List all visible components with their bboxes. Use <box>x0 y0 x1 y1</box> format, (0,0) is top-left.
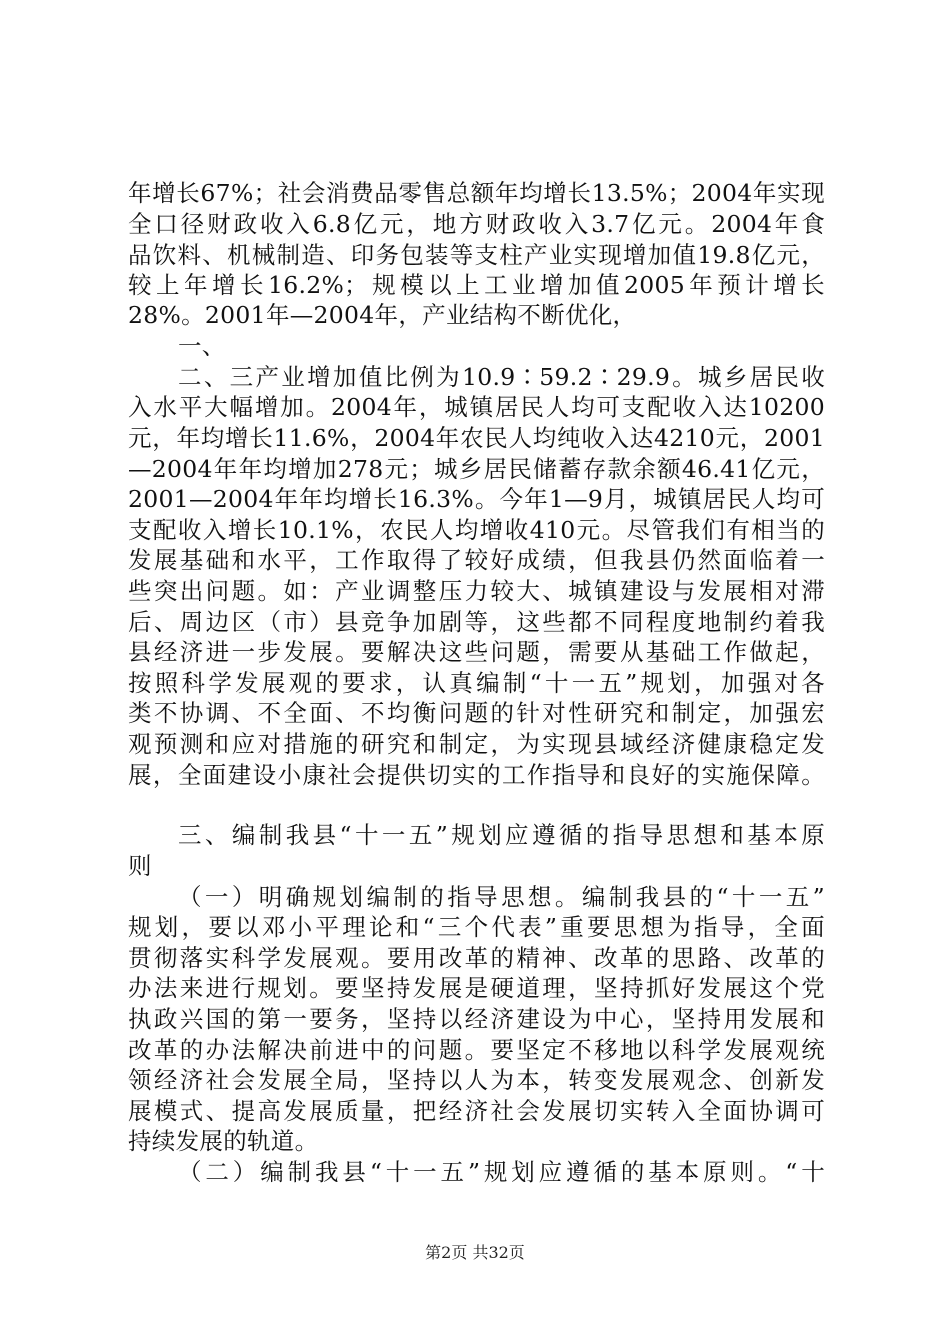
text-line: 全口径财政收入6.8亿元，地方财政收入3.7亿元。2004年食 <box>128 210 825 238</box>
text-line: 贯彻落实科学发展观。要用改革的精神、改革的思路、改革的 <box>128 944 825 972</box>
text-line: 改革的办法解决前进中的问题。要坚定不移地以科学发展观统 <box>128 1036 825 1064</box>
text-line: （二）编制我县“十一五”规划应遵循的基本原则。“十 <box>178 1158 825 1186</box>
page-number-footer: 第2页 共32页 <box>425 1243 525 1262</box>
text-line: 观预测和应对措施的研究和制定，为实现县域经济健康稳定发 <box>128 730 825 758</box>
section-heading: 三、编制我县“十一五”规划应遵循的指导思想和基本原 <box>178 821 825 849</box>
text-line: 支配收入增长10.1%，农民人均增收410元。尽管我们有相当的 <box>128 516 825 544</box>
text-line: 展模式、提高发展质量，把经济社会发展切实转入全面协调可 <box>128 1097 825 1125</box>
text-line: （一）明确规划编制的指导思想。编制我县的“十一五” <box>178 883 825 911</box>
text-line: 入水平大幅增加。2004年，城镇居民人均可支配收入达10200 <box>128 393 825 421</box>
text-line: 后、周边区（市）县竞争加剧等，这些都不同程度地制约着我 <box>128 608 825 636</box>
text-line: 展，全面建设小康社会提供切实的工作指导和良好的实施保障。 <box>128 761 825 789</box>
text-line: 元，年均增长11.6%，2004年农民人均纯收入达4210元，2001 <box>128 424 825 452</box>
text-line: 发展基础和水平，工作取得了较好成绩，但我县仍然面临着一 <box>128 546 825 574</box>
text-line: 类不协调、不全面、不均衡问题的针对性研究和制定，加强宏 <box>128 699 825 727</box>
text-line: 年增长67%；社会消费品零售总额年均增长13.5%；2004年实现 <box>128 179 825 207</box>
text-line: 些突出问题。如：产业调整压力较大、城镇建设与发展相对滞 <box>128 577 825 605</box>
text-line: 按照科学发展观的要求，认真编制“十一五”规划，加强对各 <box>128 669 825 697</box>
text-line: 领经济社会发展全局，坚持以人为本，转变发展观念、创新发 <box>128 1066 825 1094</box>
text-line: 品饮料、机械制造、印务包装等支柱产业实现增加值19.8亿元， <box>128 241 825 269</box>
text-line: 县经济进一步发展。要解决这些问题，需要从基础工作做起， <box>128 638 825 666</box>
text-line: 28%。2001年—2004年，产业结构不断优化， <box>128 301 637 329</box>
text-line: 执政兴国的第一要务，坚持以经济建设为中心，坚持用发展和 <box>128 1005 825 1033</box>
text-line: 办法来进行规划。要坚持发展是硬道理，坚持抓好发展这个党 <box>128 974 825 1002</box>
text-line: 持续发展的轨道。 <box>128 1127 319 1155</box>
text-line: 较上年增长16.2%；规模以上工业增加值2005年预计增长 <box>128 271 825 299</box>
text-line: —2004年年均增加278元；城乡居民储蓄存款余额46.41亿元， <box>128 455 825 483</box>
section-heading: 则 <box>128 852 152 880</box>
text-line: 一、 <box>178 332 226 360</box>
text-line: 二、三产业增加值比例为10.9∶59.2∶29.9。城乡居民收 <box>178 363 825 391</box>
text-line: 2001—2004年年均增长16.3%。今年1—9月，城镇居民人均可 <box>128 485 825 513</box>
text-line: 规划，要以邓小平理论和“三个代表”重要思想为指导，全面 <box>128 913 825 941</box>
